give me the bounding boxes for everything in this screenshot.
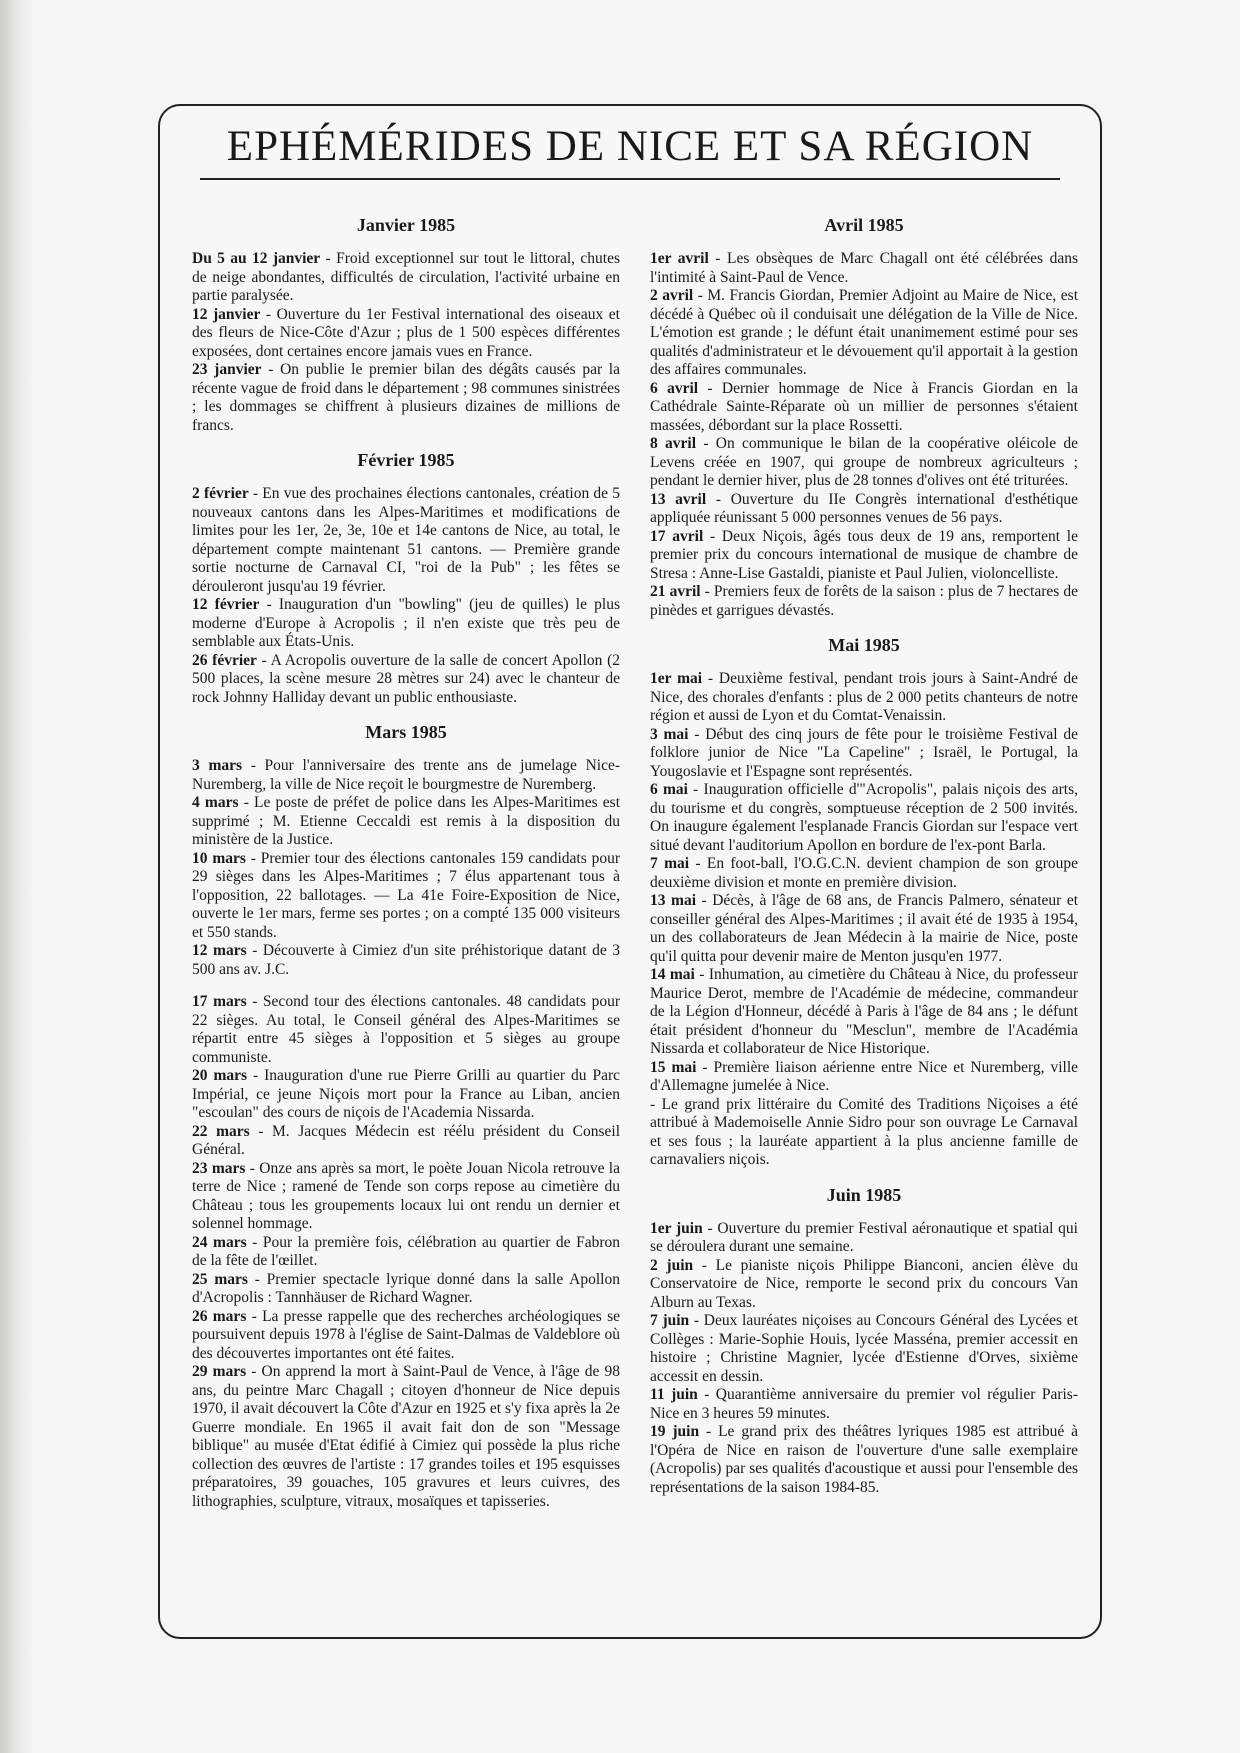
entry: 10 mars - Premier tour des élections cantonales 159 candidats pour 29 sièges dans les Alpes-Maritimes ; 7 élus appartenant tous à l'opposition, 22 ballotages. — La 41e Foire-Exposition de Nice, ouverte le 1er mars, ferme ses portes ; on a compté 135 000 visiteurs et 550 stands.	[192, 849, 621, 941]
entry: 13 avril - Ouverture du IIe Congrès international d'esthétique appliquée réunissant 5 000 personnes venues de 56 pays.	[650, 490, 1078, 526]
entry: 14 mai - Inhumation, au cimetière du Château à Nice, du professeur Maurice Derot, membre de l'Académie de médecine, commandeur de la Légion d'Honneur, décédé à Paris à l'âge de 84 ans ; le défunt était président d'honneur du "Mesclun", membre de l'Académia Nissarda et collaborateur de Nice Historique.	[650, 966, 1079, 1057]
month-heading-mars: Mars 1985	[365, 722, 447, 742]
page-title: EPHÉMÉRIDES DE NICE ET SA RÉGION	[226, 123, 1034, 170]
entry: - Le grand prix littéraire du Comité des Traditions Niçoises a été attribué à Mademoiselle Annie Sidro pour son ouvrage Le Carnaval et ses fous ; la lauréate appartient à la plus ancienne famille de carnavaliers niçois.	[650, 1095, 1078, 1168]
entry: 26 février - A Acropolis ouverture de la salle de concert Apollon (2 500 places, la scène mesure 28 mètres sur 24) avec le chanteur de rock Johnny Halliday devant un public enthousiaste.	[192, 651, 620, 706]
entry: 15 mai - Première liaison aérienne entre Nice et Nuremberg, ville d'Allemagne jumelée à Nice.	[650, 1058, 1079, 1094]
entry: 6 avril - Dernier hommage de Nice à Francis Giordan en la Cathédrale Sainte-Réparate où un millier de personnes s'étaient massées, débordant sur la place Rossetti.	[650, 379, 1078, 434]
ephemerides-frame	[158, 104, 1102, 1639]
left-column	[192, 214, 620, 1511]
entry: 2 février - En vue des prochaines élections cantonales, création de 5 nouveaux cantons dans les Alpes-Maritimes et modifications de limites pour les 1er, 2e, 3e, 10e et 14e cantons de Nice, au total, le département compte maintenant 51 cantons. — Première grande sortie nocturne de Carnaval CI, "roi de la Pub" ; les fêtes se dérouleront jusqu'au 19 février.	[192, 485, 620, 595]
entry: 1er juin - Ouverture du premier Festival aéronautique et spatial qui se déroulera durant une semaine.	[650, 1219, 1078, 1255]
entry: 1er avril - Les obsèques de Marc Chagall ont été célébrées dans l'intimité à Saint-Paul de Vence.	[650, 250, 1078, 286]
entry: 2 juin - Le pianiste niçois Philippe Bianconi, ancien élève du Conservatoire de Nice, remporte le second prix du concours Van Alburn au Texas.	[650, 1256, 1078, 1311]
entry: 17 avril - Deux Niçois, âgés tous deux de 19 ans, remportent le premier prix du concours international de musique de chambre de Stresa : Anne-Lise Gastaldi, pianiste et Paul Julien, violoncelliste.	[650, 527, 1078, 582]
month-heading-juin: Juin 1985	[826, 1184, 902, 1205]
entry: 7 mai - En foot-ball, l'O.G.C.N. devient champion de son groupe deuxième division et monte en première division.	[650, 855, 1079, 891]
entry: 25 mars - Premier spectacle lyrique donné dans la salle Apollon d'Acropolis : Tannhäuser de Richard Wagner.	[192, 1270, 620, 1306]
entry: 3 mai - Début des cinq jours de fête pour le troisième Festival de folklore junior de Nice "La Capeline" ; Israël, le Portugal, la Yougoslavie et l'Espagne sont représentés.	[650, 725, 1079, 780]
entry: 13 mai - Décès, à l'âge de 68 ans, de Francis Palmero, sénateur et conseiller général des Alpes-Maritimes ; il avait été de 1935 à 1954, un des collaborateurs de Jean Médecin à la mairie de Nice, poste qu'il quitta pour devenir maire de Menton jusqu'en 1977.	[650, 892, 1079, 965]
month-heading-mai: Mai 1985	[828, 635, 900, 655]
entry: 8 avril - On communique le bilan de la coopérative oléicole de Levens créée en 1907, qui groupe de nombreux agriculteurs ; pendant le dernier hiver, plus de 28 tonnes d'olives ont été triturées.	[650, 435, 1078, 489]
entry: 3 mars - Pour l'anniversaire des trente ans de jumelage Nice-Nuremberg, la ville de Nice reçoit le bourgmestre de Nuremberg.	[192, 757, 620, 793]
entry: 7 juin - Deux lauréates niçoises au Concours Général des Lycées et Collèges : Marie-Sophie Houis, lycée Masséna, premier accessit en histoire ; Christine Magnier, lycée d'Estienne d'Orves, sixième accessit en dessin.	[650, 1312, 1078, 1385]
entry: 11 juin - Quarantième anniversaire du premier vol régulier Paris-Nice en 3 heures 59 minutes.	[650, 1386, 1078, 1422]
entry: 20 mars - Inauguration d'une rue Pierre Grilli au quartier du Parc Impérial, ce jeune Niçois mort pour la France au Liban, ancien "escoulan" des cours de niçois de l'Academia Nissarda.	[192, 1067, 621, 1121]
entry: 23 mars - Onze ans après sa mort, le poète Jouan Nicola retrouve la terre de Nice ; ramené de Tende son corps repose au cimetière du Château ; tous les groupements locaux lui ont rendu un dernier et solennel hommage.	[192, 1159, 620, 1232]
month-heading-janvier: Janvier 1985	[356, 215, 456, 235]
entry: 26 mars - La presse rappelle que des recherches archéologiques se poursuivent depuis 1978 à l'église de Saint-Dalmas de Valdeblore où des découvertes importantes ont été faites.	[192, 1307, 620, 1362]
right-column	[650, 214, 1078, 1497]
entry: 21 avril - Premiers feux de forêts de la saison : plus de 7 hectares de pinèdes et garrigues dévastés.	[650, 583, 1078, 619]
scan-page-edge	[0, 0, 32, 1753]
entry: 23 janvier - On publie le premier bilan des dégâts causés par la récente vague de froid dans le département ; 98 communes sinistrées ; les dommages se chiffrent à plusieurs dizaines de millions de francs.	[192, 361, 620, 434]
entry: Du 5 au 12 janvier - Froid exceptionnel sur tout le littoral, chutes de neige abondantes, difficultés de circulation, l'activité urbaine en partie paralysée.	[192, 250, 620, 304]
entry: 17 mars - Second tour des élections cantonales. 48 candidats pour 22 sièges. Au total, le Conseil général des Alpes-Maritimes se répartit entre 45 sièges à l'opposition et 5 sièges au groupe communiste.	[192, 993, 620, 1066]
entry: 29 mars - On apprend la mort à Saint-Paul de Vence, à l'âge de 98 ans, du peintre Marc Chagall ; citoyen d'honneur de Nice depuis 1970, il avait découvert la Côte d'Azur en 1925 et s'y fixa après la 2e Guerre mondiale. En 1965 il avait fait don de son "Message biblique" au musée d'Etat édifié à Cimiez qui possède la plus riche collection des œuvres de l'artiste : 17 grandes toiles et 195 esquisses préparatoires, 39 gouaches, 105 gravures et leurs cuivres, des lithographies, sculpture, vitraux, mosaïques et tapisseries.	[192, 1363, 621, 1510]
title-underline	[200, 178, 1060, 180]
month-heading-fevrier: Février 1985	[357, 450, 455, 470]
entry: 19 juin - Le grand prix des théâtres lyriques 1985 est attribué à l'Opéra de Nice en raison de l'ouverture d'une salle exemplaire (Acropolis) par ses qualités d'acoustique et aussi pour l'ensemble des représentations de la saison 1984-85.	[650, 1423, 1078, 1496]
entry: 1er mai - Deuxième festival, pendant trois jours à Saint-André de Nice, des chorales d'enfants : plus de 2 000 petits chanteurs de notre région et aussi de Lyon et du Comtat-Venaissin.	[650, 670, 1078, 724]
entry: 12 février - Inauguration d'un "bowling" (jeu de quilles) le plus moderne d'Europe à Acropolis ; il n'en existe que très peu de semblable aux États-Unis.	[192, 596, 620, 650]
entry: 6 mai - Inauguration officielle d'"Acropolis", palais niçois des arts, du tourisme et du congrès, somptueuse réception de 2 500 invités. On inaugure également l'esplanade Francis Giordan sur l'espace vert situé devant l'auditorium Apollon en bordure de l'ex-pont Barla.	[650, 781, 1078, 854]
month-heading-avril: Avril 1985	[824, 215, 904, 235]
entry: 2 avril - M. Francis Giordan, Premier Adjoint au Maire de Nice, est décédé à Québec où il conduisait une délégation de la Ville de Nice. L'émotion est grande ; le défunt était unanimement estimé pour ses qualités d'administrateur et le dévouement qu'il apportait à la gestion des affaires communales.	[650, 287, 1079, 378]
entry: 12 janvier - Ouverture du 1er Festival international des oiseaux et des fleurs de Nice-Côte d'Azur ; plus de 1 500 espèces différentes exposées, dont certaines encore jamais vues en France.	[192, 305, 620, 360]
entry: 22 mars - M. Jacques Médecin est réélu président du Conseil Général.	[192, 1122, 620, 1158]
entry: 12 mars - Découverte à Cimiez d'un site préhistorique datant de 3 500 ans av. J.C.	[192, 942, 621, 978]
entry: 4 mars - Le poste de préfet de police dans les Alpes-Maritimes est supprimé ; M. Etienne Ceccaldi est remis à la disposition du ministère de la Justice.	[192, 794, 621, 848]
entry: 24 mars - Pour la première fois, célébration au quartier de Fabron de la fête de l'œillet.	[192, 1233, 620, 1269]
